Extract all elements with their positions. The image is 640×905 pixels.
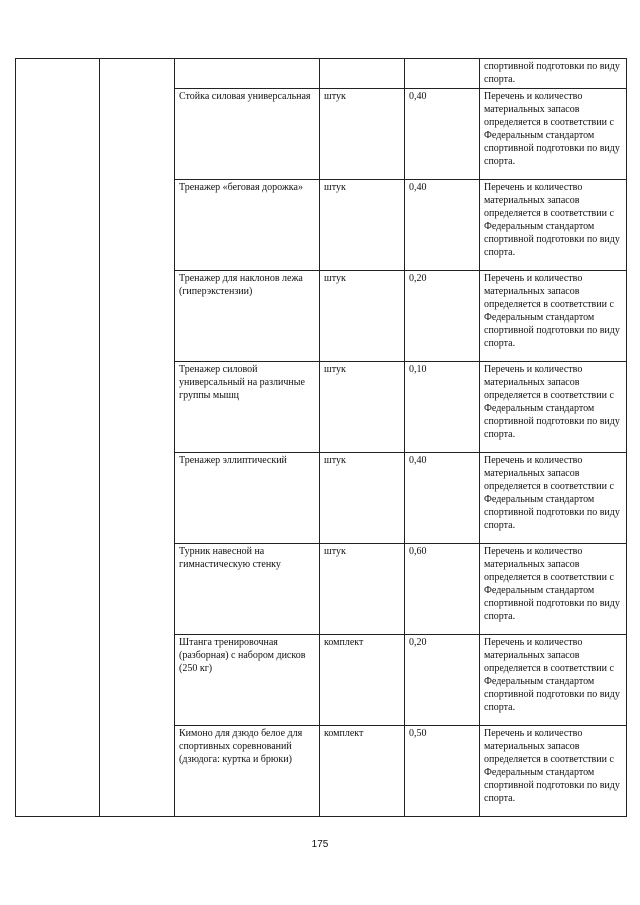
item-quantity: 0,20 [405,271,480,362]
item-note: спортивной подготовки по виду спорта. [480,59,627,89]
item-note: Перечень и количество материальных запасов определяется в соответствии с Федеральным стандартом спортивной подготовки по виду спорта. [480,544,627,635]
item-note: Перечень и количество материальных запасов определяется в соответствии с Федеральным стандартом спортивной подготовки по виду спорта. [480,453,627,544]
item-unit: комплект [320,635,405,726]
item-name: Тренажер «беговая дорожка» [175,180,320,271]
item-quantity: 0,40 [405,453,480,544]
merged-cell-col1 [16,59,100,817]
item-quantity: 0,40 [405,89,480,180]
item-quantity [405,59,480,89]
item-note: Перечень и количество материальных запасов определяется в соответствии с Федеральным стандартом спортивной подготовки по виду спорта. [480,89,627,180]
item-quantity: 0,50 [405,726,480,817]
item-name [175,59,320,89]
item-quantity: 0,20 [405,635,480,726]
item-name: Тренажер для наклонов лежа (гиперэкстензии) [175,271,320,362]
item-note: Перечень и количество материальных запасов определяется в соответствии с Федеральным стандартом спортивной подготовки по виду спорта. [480,180,627,271]
item-name: Стойка силовая универсальная [175,89,320,180]
merged-cell-col2 [100,59,175,817]
item-unit: штук [320,271,405,362]
item-unit: штук [320,362,405,453]
item-name: Штанга тренировочная (разборная) с набором дисков (250 кг) [175,635,320,726]
item-name: Турник навесной на гимнастическую стенку [175,544,320,635]
item-name: Кимоно для дзюдо белое для спортивных соревнований (дзюдога: куртка и брюки) [175,726,320,817]
page-number: 175 [311,839,329,850]
item-unit: штук [320,89,405,180]
equipment-table [15,58,627,817]
item-unit: штук [320,544,405,635]
item-note: Перечень и количество материальных запасов определяется в соответствии с Федеральным стандартом спортивной подготовки по виду спорта. [480,726,627,817]
item-name: Тренажер силовой универсальный на различные группы мышц [175,362,320,453]
table-row [16,59,627,89]
item-unit: комплект [320,726,405,817]
item-unit: штук [320,453,405,544]
item-note: Перечень и количество материальных запасов определяется в соответствии с Федеральным стандартом спортивной подготовки по виду спорта. [480,271,627,362]
item-quantity: 0,10 [405,362,480,453]
item-unit: штук [320,180,405,271]
item-note: Перечень и количество материальных запасов определяется в соответствии с Федеральным стандартом спортивной подготовки по виду спорта. [480,635,627,726]
item-name: Тренажер эллиптический [175,453,320,544]
item-note: Перечень и количество материальных запасов определяется в соответствии с Федеральным стандартом спортивной подготовки по виду спорта. [480,362,627,453]
item-quantity: 0,60 [405,544,480,635]
item-quantity: 0,40 [405,180,480,271]
item-unit [320,59,405,89]
